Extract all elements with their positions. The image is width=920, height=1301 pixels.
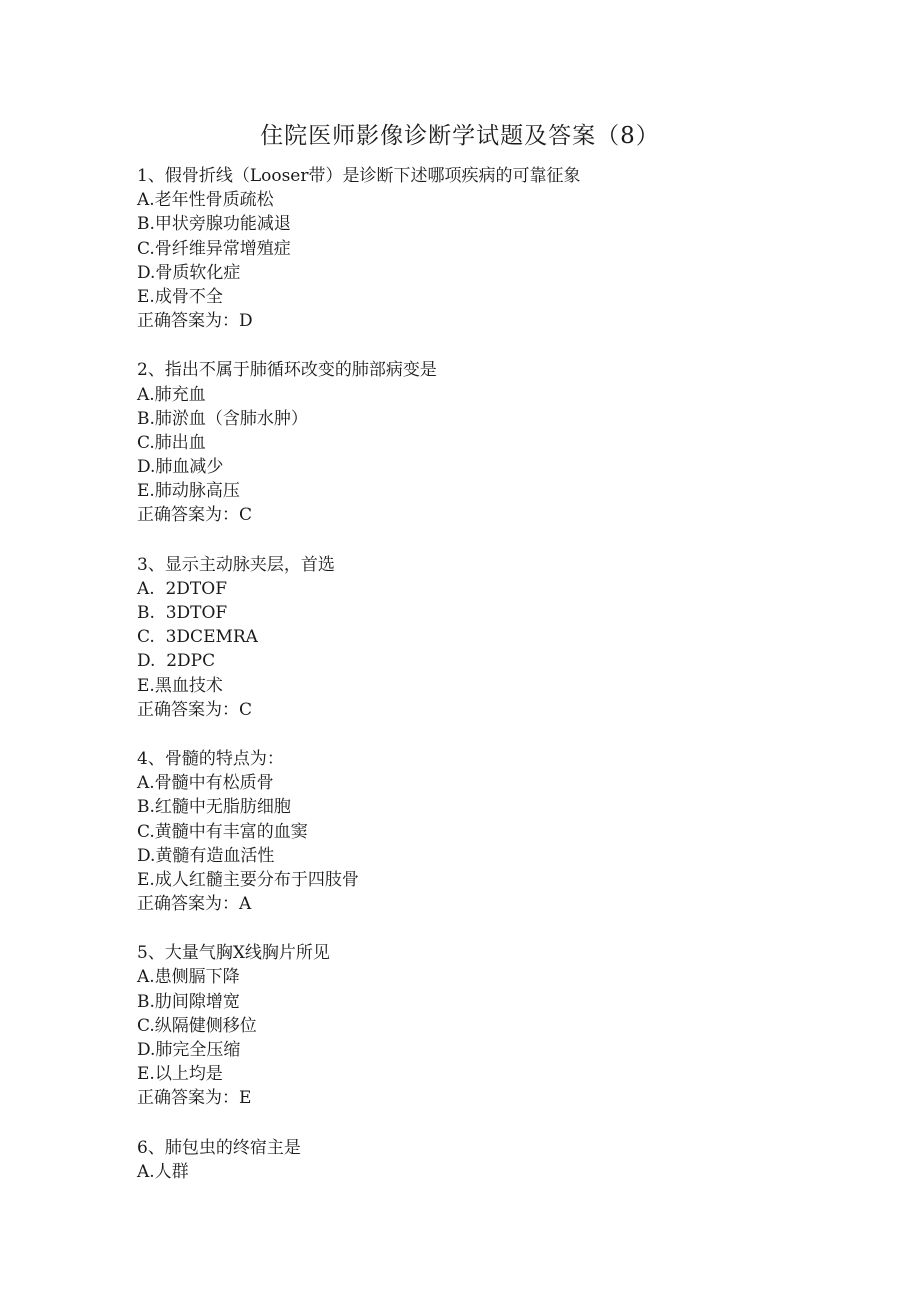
answer-line: 正确答案为：E <box>137 1088 252 1109</box>
option-b: B.肺淤血（含肺水肿） <box>137 408 308 429</box>
question-6 <box>137 1136 877 1184</box>
option-c: C.肺出血 <box>137 432 206 453</box>
option-e: E.肺动脉高压 <box>137 481 240 502</box>
option-c: C. 3DCEMRA <box>137 627 258 648</box>
option-c: C.黄髓中有丰富的血窦 <box>137 821 308 842</box>
option-a: A.老年性骨质疏松 <box>137 190 274 211</box>
option-a: A. 2DTOF <box>137 578 228 599</box>
option-b: B.甲状旁腺功能减退 <box>137 214 291 235</box>
option-e: E.成骨不全 <box>137 286 223 307</box>
option-e: E.以上均是 <box>137 1064 223 1085</box>
option-d: D.黄髓有造血活性 <box>137 845 275 866</box>
option-d: D. 2DPC <box>137 651 216 672</box>
option-a: A.骨髓中有松质骨 <box>137 773 274 794</box>
option-b: B.肋间隙增宽 <box>137 991 240 1012</box>
page-title: 住院医师影像诊断学试题及答案（8） <box>260 123 660 149</box>
question-4 <box>137 747 877 916</box>
answer-line: 正确答案为：C <box>137 699 253 720</box>
option-a: A.人群 <box>137 1161 189 1182</box>
question-stem: 1、假骨折线（Looser带）是诊断下述哪项疾病的可靠征象 <box>137 166 581 186</box>
option-e: E.成人红髓主要分布于四肢骨 <box>137 869 359 890</box>
question-2 <box>137 358 877 527</box>
answer-line: 正确答案为：D <box>137 311 253 332</box>
question-stem: 4、骨髓的特点为： <box>137 748 284 769</box>
option-b: B. 3DTOF <box>137 603 228 623</box>
question-stem: 3、显示主动脉夹层，首选 <box>137 554 335 575</box>
option-b: B.红髓中无脂肪细胞 <box>137 797 291 818</box>
question-stem: 2、指出不属于肺循环改变的肺部病变是 <box>137 360 437 381</box>
option-e: E.黑血技术 <box>137 675 223 696</box>
question-1 <box>137 164 877 333</box>
question-stem: 6、肺包虫的终宿主是 <box>137 1137 301 1158</box>
question-3 <box>137 553 877 722</box>
question-5 <box>137 941 877 1110</box>
option-a: A.肺充血 <box>137 384 206 405</box>
option-c: C.纵隔健侧移位 <box>137 1015 257 1036</box>
answer-line: 正确答案为：C <box>137 505 253 526</box>
option-d: D.肺完全压缩 <box>137 1040 241 1060</box>
option-a: A.患侧膈下降 <box>137 967 240 988</box>
option-c: C.骨纤维异常增殖症 <box>137 238 291 259</box>
question-list <box>137 164 877 1209</box>
question-stem: 5、大量气胸X线胸片所见 <box>137 943 330 964</box>
option-d: D.肺血减少 <box>137 457 224 478</box>
option-d: D.骨质软化症 <box>137 262 241 283</box>
answer-line: 正确答案为：A <box>137 894 252 915</box>
